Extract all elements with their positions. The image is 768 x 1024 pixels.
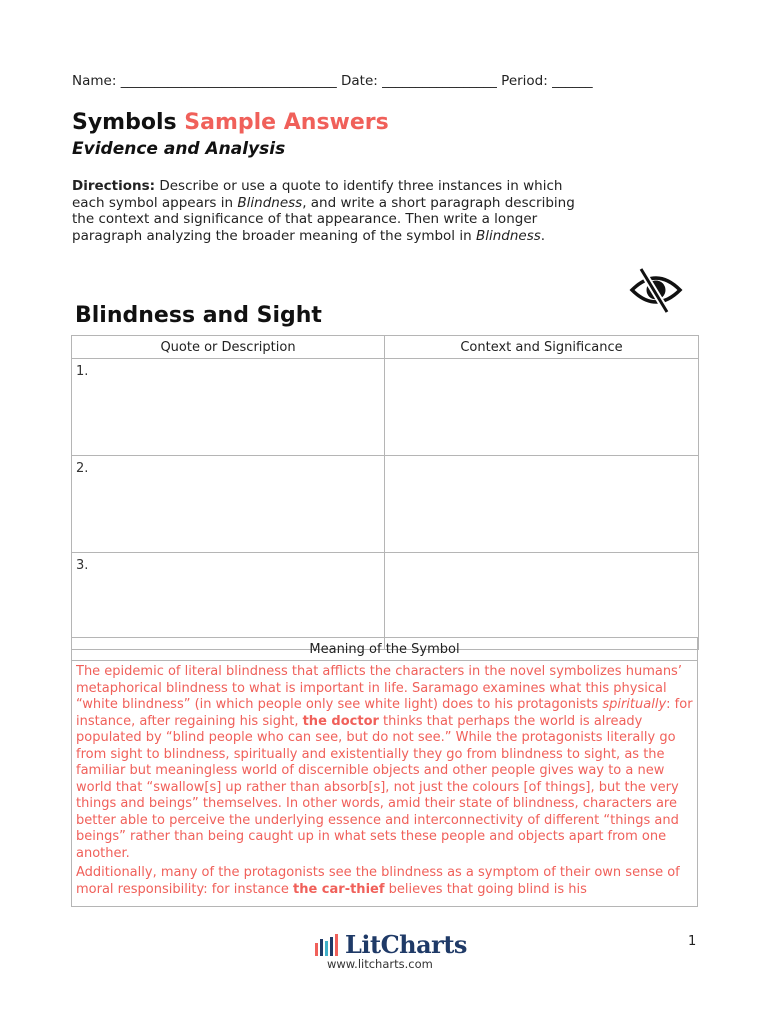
character-name: the doctor bbox=[302, 713, 379, 729]
directions-part1: Describe or use a quote to identify three instances in which each symbol appears in bbox=[72, 178, 563, 211]
page-title bbox=[72, 110, 389, 135]
date-blank: _________________ bbox=[382, 73, 497, 89]
book-title-1: Blindness bbox=[237, 194, 303, 211]
footer-url[interactable]: www.litcharts.com bbox=[327, 957, 433, 971]
student-info-line bbox=[72, 73, 593, 89]
column-header: Quote or Description bbox=[72, 336, 385, 359]
section-title: Blindness and Sight bbox=[75, 303, 322, 328]
directions-part3: . bbox=[540, 227, 546, 244]
column-header: Context and Significance bbox=[385, 336, 699, 359]
period-blank: ______ bbox=[552, 73, 593, 89]
meaning-header: Meaning of the Symbol bbox=[72, 638, 698, 661]
meaning-paragraph-2: Additionally, many of the protagonists see the blindness as a symptom of their own sense of moral responsibility: for instance the car-thief believes that going blind is his bbox=[76, 865, 680, 897]
directions-label: Directions: bbox=[72, 178, 156, 194]
litcharts-bars-icon bbox=[315, 934, 341, 956]
quote-cell[interactable]: 1. bbox=[72, 359, 385, 456]
litcharts-logo[interactable] bbox=[315, 930, 467, 959]
context-cell[interactable] bbox=[385, 456, 699, 553]
quote-cell[interactable]: 2. bbox=[72, 456, 385, 553]
directions-part2: , and write a short paragraph describing the context and significance of that appearance. Then write a longer paragraph analyzing the broader meaning of the symbol in bbox=[72, 194, 575, 244]
table-row bbox=[72, 456, 699, 553]
page-subtitle: Evidence and Analysis bbox=[72, 139, 286, 159]
title-accent: Sample Answers bbox=[184, 110, 389, 135]
quote-cell[interactable]: 3. bbox=[72, 553, 385, 650]
directions-text bbox=[72, 178, 592, 244]
book-title-2: Blindness bbox=[475, 227, 541, 244]
table-row bbox=[72, 359, 699, 456]
evidence-header-row bbox=[72, 336, 699, 359]
crossed-eye-icon bbox=[627, 264, 685, 316]
title-main: Symbols bbox=[72, 110, 177, 135]
character-name: the car-thief bbox=[293, 881, 385, 897]
context-cell[interactable] bbox=[385, 359, 699, 456]
meaning-paragraph-1: The epidemic of literal blindness that afflicts the characters in the novel symbolizes humans’ metaphorical blindness to what is important in life. Saramago examines what this physical “white blindness” (in which people only see white light) does to his protagonists spiritually: for instance, after regaining his sight, the doctor thinks that perhaps the world is already populated by “blind people who can see, but do not see.” While the protagonists literally go from sight to blindness, spiritually and existentially they go from blindness to sight, as the familiar but meaningless world of discernible objects and other people gives way to a new world that “swallow[s] up rather than absorb[s], not just the colours [of things], but the very things and beings” themselves. In other words, amid their state of blindness, characters are better able to perceive the underlying essence and interconnectivity of different “things and beings” rather than being caught up in what sets these people and objects apart from one another. bbox=[76, 664, 693, 861]
name-blank: ________________________________ bbox=[120, 73, 337, 89]
page-number: 1 bbox=[688, 934, 697, 949]
date-label: Date: bbox=[340, 73, 378, 89]
period-label: Period: bbox=[501, 73, 548, 89]
logo-text: LitCharts bbox=[345, 930, 467, 959]
evidence-table bbox=[71, 335, 699, 650]
meaning-table bbox=[71, 637, 698, 907]
name-label: Name: bbox=[72, 73, 117, 89]
table-row bbox=[72, 553, 699, 650]
meaning-cell bbox=[72, 661, 698, 907]
context-cell[interactable] bbox=[385, 553, 699, 650]
